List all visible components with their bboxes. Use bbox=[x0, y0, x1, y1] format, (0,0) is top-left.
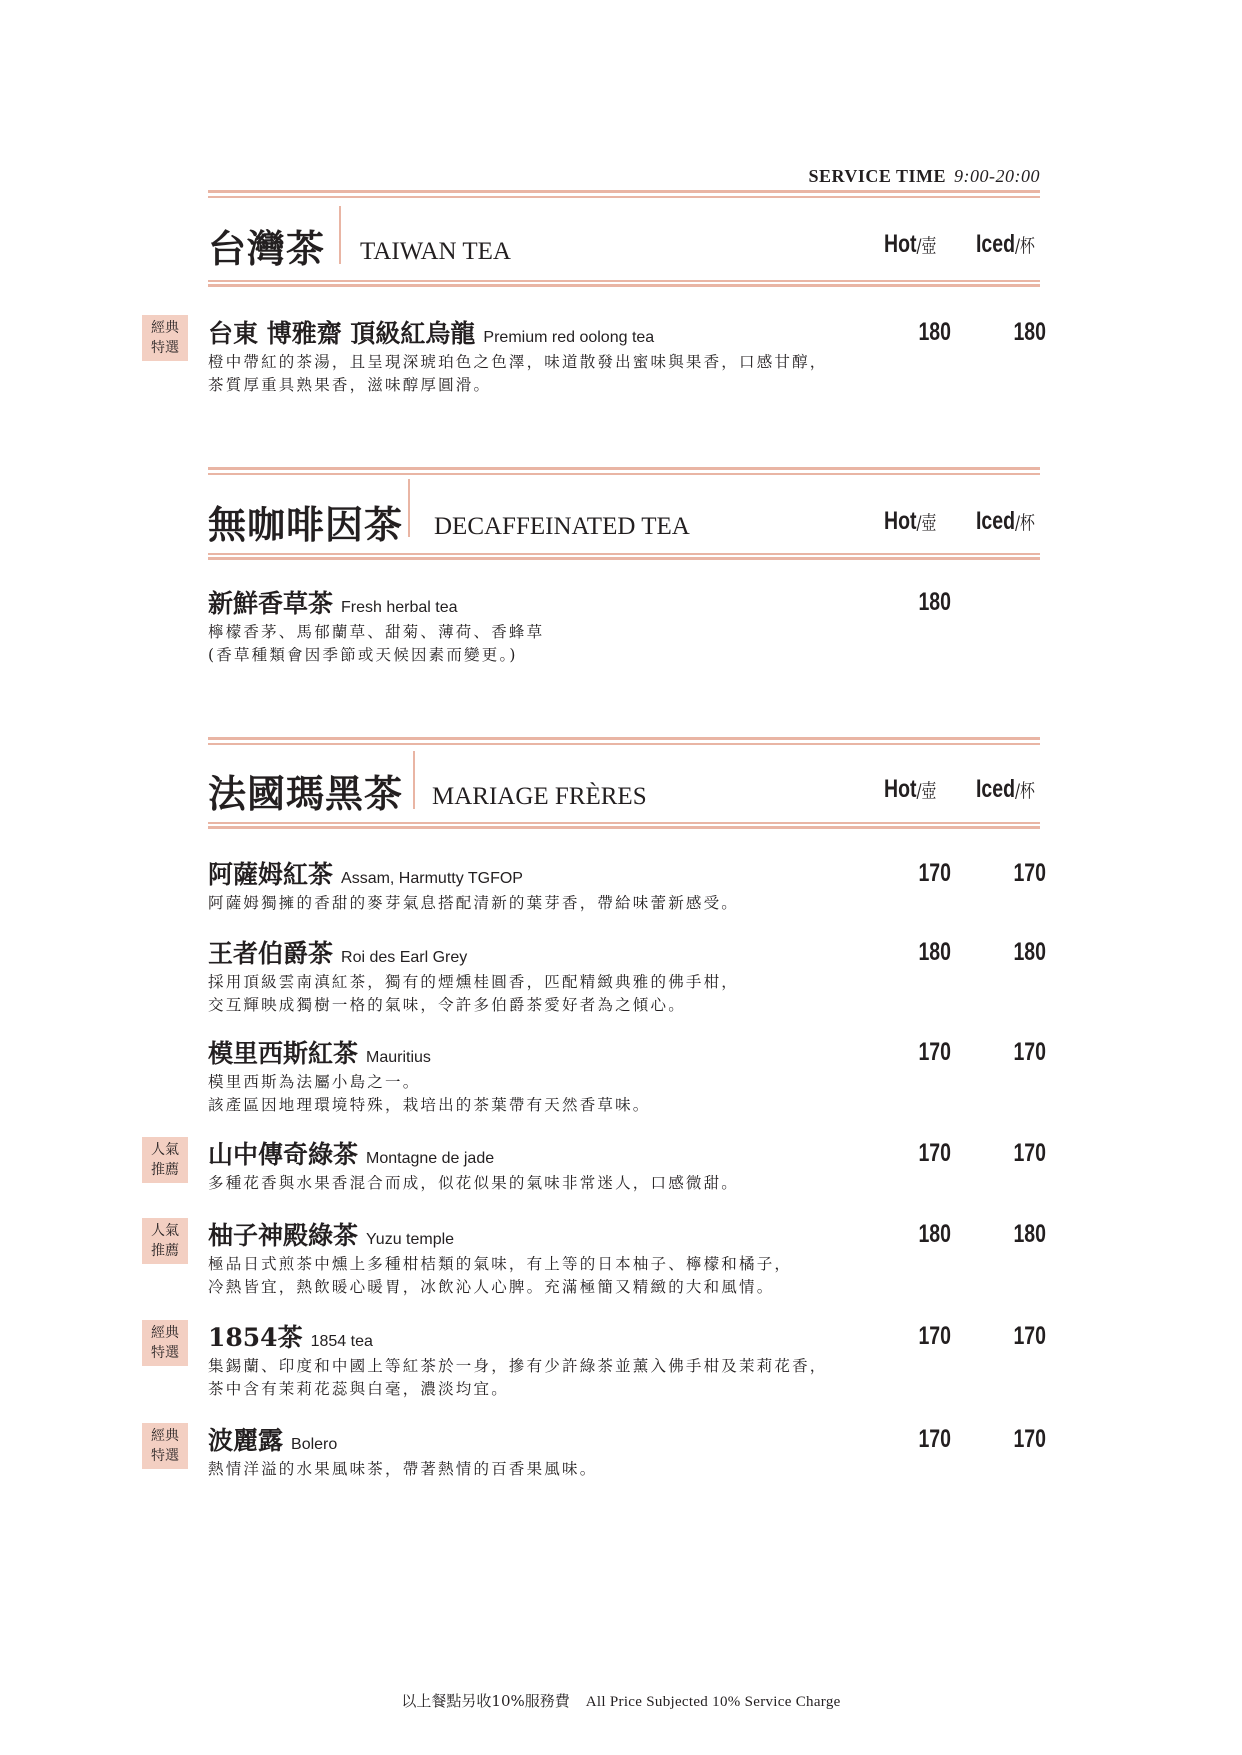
menu-item-mauritius bbox=[208, 1034, 1046, 1117]
section-title-en: TAIWAN TEA bbox=[360, 238, 511, 265]
menu-item-yuzu-temple bbox=[208, 1216, 1046, 1299]
iced-price: 170 bbox=[1013, 1425, 1046, 1453]
hot-column-header: Hot/壺 bbox=[884, 230, 937, 258]
menu-item-red-oolong bbox=[208, 314, 1046, 397]
item-description: 模里西斯為法屬小島之一。 該產區因地理環境特殊，栽培出的茶葉帶有天然香草味。 bbox=[208, 1073, 651, 1114]
hot-price: 170 bbox=[918, 1139, 951, 1167]
section-title-zh: 法國瑪黑茶 bbox=[208, 771, 404, 816]
item-description: 多種花香與水果香混合而成，似花似果的氣味非常迷人，口感微甜。 bbox=[208, 1174, 740, 1192]
menu-item-herbal-tea bbox=[208, 584, 1040, 667]
section-bottom-rule bbox=[208, 822, 1040, 830]
hot-price: 170 bbox=[918, 1038, 951, 1066]
badge-classic: 經典 特選 bbox=[142, 1423, 188, 1469]
iced-price: 180 bbox=[1013, 938, 1046, 966]
section-top-rule bbox=[208, 737, 1040, 745]
menu-item-bolero bbox=[208, 1421, 1046, 1481]
service-charge-note bbox=[0, 1690, 1242, 1711]
hot-price: 170 bbox=[918, 1425, 951, 1453]
item-name: 柚子神殿綠茶 Yuzu temple bbox=[208, 1221, 455, 1250]
section-title-zh: 無咖啡因茶 bbox=[208, 502, 404, 547]
hot-price: 180 bbox=[918, 1220, 951, 1248]
item-name: 阿薩姆紅茶 Assam, Harmutty TGFOP bbox=[208, 860, 523, 889]
section-title-divider bbox=[413, 751, 415, 809]
item-name: 台東 博雅齋 頂級紅烏龍 Premium red oolong tea bbox=[208, 319, 655, 348]
item-name: 新鮮香草茶 Fresh herbal tea bbox=[208, 589, 458, 618]
item-name-en: Premium red oolong tea bbox=[483, 329, 655, 346]
section-title-divider bbox=[339, 206, 341, 264]
item-description: 採用頂級雲南滇紅茶，獨有的煙燻桂圓香，匹配精緻典雅的佛手柑， 交互輝映成獨樹一格的氣味，令許多伯爵茶愛好者為之傾心。 bbox=[208, 973, 740, 1014]
service-time-value: 9:00-20:00 bbox=[954, 166, 1040, 186]
section-top-rule bbox=[208, 190, 1040, 198]
hot-price: 180 bbox=[918, 588, 951, 616]
iced-column-header: Iced/杯 bbox=[976, 775, 1035, 803]
hot-price: 170 bbox=[918, 1322, 951, 1350]
iced-price: 170 bbox=[1013, 1038, 1046, 1066]
section-title-divider bbox=[408, 479, 410, 537]
hot-price: 180 bbox=[918, 938, 951, 966]
iced-price: 180 bbox=[1013, 318, 1046, 346]
section-title-en: MARIAGE FRÈRES bbox=[432, 783, 647, 810]
item-name-en: Assam, Harmutty TGFOP bbox=[341, 870, 523, 887]
item-name: 波麗露 Bolero bbox=[208, 1426, 338, 1455]
item-description: 熱情洋溢的水果風味茶，帶著熱情的百香果風味。 bbox=[208, 1460, 598, 1478]
item-description: 橙中帶紅的茶湯，且呈現深琥珀色之色澤，味道散發出蜜味與果香，口感甘醇， 茶質厚重具熟果香，滋味醇厚圓滑。 bbox=[208, 353, 828, 394]
item-description: 阿薩姆獨擁的香甜的麥芽氣息搭配清新的葉芽香，帶給味蕾新感受。 bbox=[208, 894, 740, 912]
item-description: 極品日式煎茶中燻上多種柑桔類的氣味，有上等的日本柚子、檸檬和橘子， 冷熱皆宜，熱飲暖心暖胃，冰飲沁人心脾。充滿極簡又精緻的大和風情。 bbox=[208, 1255, 793, 1296]
hot-column-header: Hot/壺 bbox=[884, 507, 937, 535]
item-name: 1854茶 1854 tea bbox=[208, 1323, 373, 1352]
menu-item-assam bbox=[208, 855, 1046, 915]
service-charge-en: All Price Subjected 10% Service Charge bbox=[585, 1694, 841, 1710]
section-title-en: DECAFFEINATED TEA bbox=[434, 513, 690, 540]
section-top-rule bbox=[208, 467, 1040, 475]
badge-classic: 經典 特選 bbox=[142, 315, 188, 361]
service-time bbox=[790, 166, 1040, 187]
iced-column-header: Iced/杯 bbox=[976, 230, 1035, 258]
section-bottom-rule bbox=[208, 280, 1040, 288]
service-charge-zh: 以上餐點另收10%服務費 bbox=[401, 1692, 570, 1710]
section-title-zh: 台灣茶 bbox=[208, 226, 326, 271]
item-name-en: Yuzu temple bbox=[366, 1231, 455, 1248]
badge-popular: 人氣 推薦 bbox=[142, 1137, 188, 1183]
iced-price: 170 bbox=[1013, 1139, 1046, 1167]
item-name-en: Bolero bbox=[291, 1436, 338, 1453]
item-name-en: Fresh herbal tea bbox=[341, 599, 458, 616]
item-description: 集錫蘭、印度和中國上等紅茶於一身，摻有少許綠茶並薰入佛手柑及茉莉花香， 茶中含有茉莉花蕊與白毫，濃淡均宜。 bbox=[208, 1357, 828, 1398]
item-name: 山中傳奇綠茶 Montagne de jade bbox=[208, 1140, 495, 1169]
item-name-en: Mauritius bbox=[366, 1049, 431, 1066]
item-name-en: Roi des Earl Grey bbox=[341, 949, 468, 966]
iced-column-header: Iced/杯 bbox=[976, 507, 1035, 535]
item-name-en: 1854 tea bbox=[310, 1333, 373, 1350]
menu-item-montagne-de-jade bbox=[208, 1135, 1046, 1195]
service-time-label: SERVICE TIME bbox=[808, 166, 947, 186]
item-name: 模里西斯紅茶 Mauritius bbox=[208, 1039, 431, 1068]
badge-popular: 人氣 推薦 bbox=[142, 1218, 188, 1264]
iced-price: 170 bbox=[1013, 1322, 1046, 1350]
badge-classic: 經典 特選 bbox=[142, 1320, 188, 1366]
hot-column-header: Hot/壺 bbox=[884, 775, 937, 803]
section-bottom-rule bbox=[208, 553, 1040, 561]
hot-price: 180 bbox=[918, 318, 951, 346]
iced-price: 170 bbox=[1013, 859, 1046, 887]
item-name-en: Montagne de jade bbox=[366, 1150, 495, 1167]
iced-price: 180 bbox=[1013, 1220, 1046, 1248]
menu-item-1854-tea bbox=[208, 1318, 1046, 1401]
hot-price: 170 bbox=[918, 859, 951, 887]
item-description: 檸檬香茅、馬郁蘭草、甜菊、薄荷、香蜂草 (香草種類會因季節或天候因素而變更。) bbox=[208, 623, 545, 664]
menu-item-earl-grey bbox=[208, 934, 1046, 1017]
item-name: 王者伯爵茶 Roi des Earl Grey bbox=[208, 939, 468, 968]
